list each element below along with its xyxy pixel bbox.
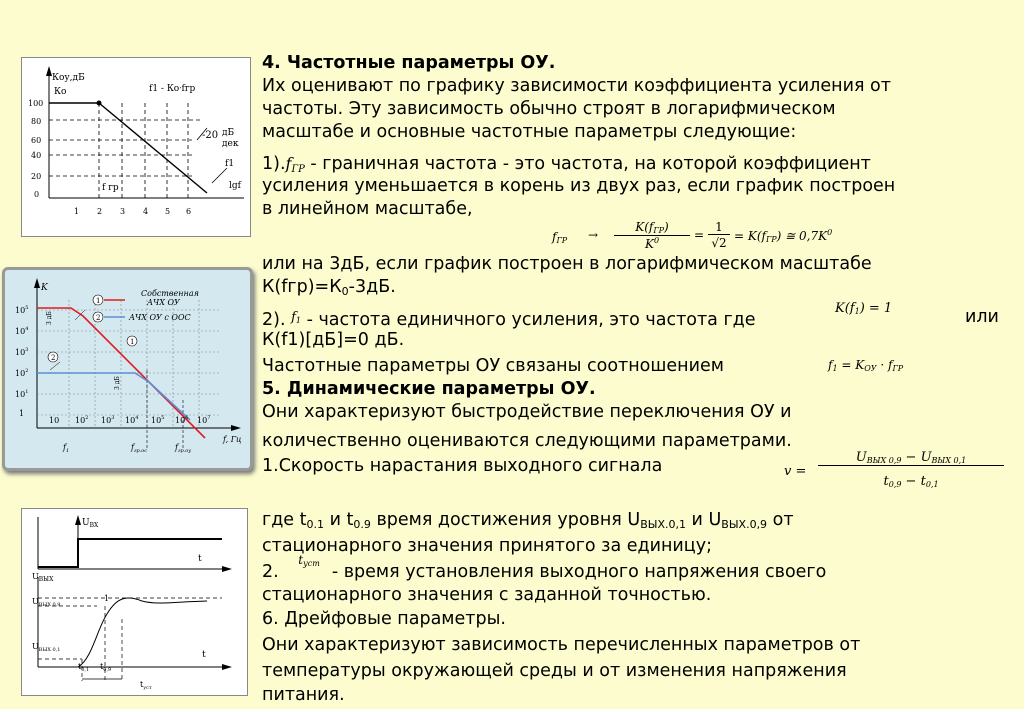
fig2-ytick: $10^5$ xyxy=(15,305,29,315)
fig2-ytick: 1 xyxy=(19,409,25,418)
fig1-slope-dek: дек xyxy=(222,139,239,149)
legend-num-2: 2 xyxy=(96,314,101,322)
text-line: стационарного значения с заданной точностью. xyxy=(262,585,712,605)
formula-frac2-den: √2 xyxy=(711,236,727,250)
fig1-ytick: 0 xyxy=(34,190,40,199)
fgr-symbol: fГР xyxy=(285,154,305,175)
t-label-2: t xyxy=(202,650,206,660)
fig1-slope-num: -20 xyxy=(202,130,219,141)
fig1-ytick: 60 xyxy=(31,136,42,145)
text-line-where: где $t_{0.1}$ и $t_{0.9}$ время достижения уровня $U_{ВЫХ.0,1}$ и $U_{ВЫХ.0,9}$ от xyxy=(262,510,794,531)
text-line: температуры окружающей среды и от изменения напряжения xyxy=(262,661,847,681)
fig1-yticks xyxy=(28,99,43,199)
fig2-ytick: $10^4$ xyxy=(15,326,29,336)
fig2-ytick: $10^3$ xyxy=(15,347,29,357)
f1-symbol: f1 xyxy=(291,310,302,325)
section5-title: 5. Динамические параметры ОУ. xyxy=(262,379,596,399)
fig1-lgf: lgf xyxy=(229,181,241,191)
fig2-xtick: $10^6$ xyxy=(175,415,189,425)
fig2-ytick: $10^1$ xyxy=(15,389,29,399)
bode-plot-svg xyxy=(5,270,250,468)
fig2-k-label: K xyxy=(41,283,48,293)
fig1-xtick: 6 xyxy=(186,207,192,216)
fig2-faxis: f, Гц xyxy=(223,435,242,444)
text-line: Они характеризуют зависимость перечисленных параметров от xyxy=(262,635,861,655)
bode-plot-figure xyxy=(2,267,253,471)
text-line: 6. Дрейфовые параметры. xyxy=(262,609,506,629)
section4-title: 4. Частотные параметры ОУ. xyxy=(262,53,556,73)
tust-symbol: tуст xyxy=(298,553,320,568)
text-line: количественно оцениваются следующими параметрами. xyxy=(262,431,792,451)
text-line-k0: $К(fгр)=К_0-3дБ$. xyxy=(262,277,396,298)
curve-num-1: 1 xyxy=(130,338,135,346)
fig1-xtick: 5 xyxy=(165,207,171,216)
text-line: Частотные параметры ОУ связаны соотношением xyxy=(262,356,724,376)
fig1-f1: f1 xyxy=(225,159,235,169)
legend-label-1b: АЧХ ОУ xyxy=(147,298,180,307)
db-label-2: 3 дБ xyxy=(114,376,121,390)
uvyx-label: $U_{ВЫХ}$ xyxy=(32,572,54,583)
step-response-svg xyxy=(22,509,247,695)
formula-frac1-num: K(fГР) xyxy=(614,220,690,236)
fgr-text: - граничная частота - это частота, на которой коэффициент xyxy=(304,154,871,174)
slew-lhs: v = xyxy=(784,464,807,479)
fig2-yticks xyxy=(15,305,28,418)
fig1-fgr: f гр xyxy=(102,183,119,193)
formula-frac1-den: $K^0$ xyxy=(644,236,660,251)
legend-label-2: АЧХ ОУ с ООС xyxy=(129,313,191,322)
item-number: 1). xyxy=(262,154,286,174)
fig2-ytick: $10^2$ xyxy=(15,368,29,378)
fig1-k0: Ко xyxy=(54,87,67,97)
db-label-1: 3 дБ xyxy=(46,311,53,325)
fig1-xtick: 4 xyxy=(143,207,149,216)
text-or: или xyxy=(965,307,999,327)
t01-label: $t_{0,1}$ xyxy=(78,662,90,673)
slew-rate-formula xyxy=(784,450,1009,496)
fig1-xtick: 2 xyxy=(97,207,103,216)
text-line: частоты. Эту зависимость обычно строят в логарифмическом xyxy=(262,99,836,119)
text-line: Их оценивают по графику зависимости коэффициента усиления от xyxy=(262,76,891,96)
fig2-fgr-ooc: $f_{гр.ос}$ xyxy=(131,443,148,454)
fig1-xticks xyxy=(74,207,191,216)
uvx-label: $U_{ВХ}$ xyxy=(82,518,99,529)
fig2-fgr: $f_{гр.оу}$ xyxy=(175,443,192,454)
fig2-xticks xyxy=(49,415,210,425)
formula-frac2-num: 1 xyxy=(708,220,730,235)
t09-label: $t_{0,9}$ xyxy=(100,662,112,673)
relation-formula: f1 = KОУ · fГР xyxy=(828,358,904,373)
fig2-xtick: $10^4$ xyxy=(125,415,139,425)
text-line-f1: 2). $^{f1}$ - частота единичного усиления, это частота где xyxy=(262,310,756,330)
text-line: усиления уменьшается в корень из двух раз, если график построен xyxy=(262,176,896,196)
curve-num-2: 2 xyxy=(51,354,56,362)
fig1-ytick: 20 xyxy=(31,172,42,181)
fig2-xtick: $10^7$ xyxy=(197,415,211,425)
t-label-1: t xyxy=(198,554,202,564)
formula-rhs: = K(fГР) ≅ $0,7K^0$ xyxy=(734,228,833,244)
text-line: стационарного значения принятого за единицу; xyxy=(262,536,712,556)
fig2-xtick: $10^2$ xyxy=(75,415,89,425)
u09-label: $U_{ВЫХ 0,9}$ xyxy=(32,597,61,608)
legend-label-1: Собственная xyxy=(141,289,199,298)
fig2-xtick: $10^5$ xyxy=(151,415,165,425)
fig2-xtick: 10 xyxy=(49,416,60,425)
text-line: 1.Скорость нарастания выходного сигнала xyxy=(262,456,663,476)
step-response-figure xyxy=(21,508,248,696)
fig1-top-label: f1 - Коᐧfгр xyxy=(149,84,196,94)
fig1-slope-db: дБ xyxy=(222,128,235,138)
text-line-tust: 2. tуст - время установления выходного напряжения своего xyxy=(262,553,827,582)
text-line: в линейном масштабе, xyxy=(262,199,473,219)
fig2-xtick: $10^3$ xyxy=(101,415,115,425)
text-line: Они характеризуют быстродействие переключения ОУ и xyxy=(262,402,792,422)
formula-lhs: fГР xyxy=(552,230,568,245)
text-line: питания. xyxy=(262,685,345,705)
fig2-f1: $f_1$ xyxy=(63,443,70,454)
formula-eq: = xyxy=(694,228,705,242)
kf1-formula: K(f1) = 1 xyxy=(835,301,893,316)
text-line: или на 3дБ, если график построен в логарифмическом масштабе xyxy=(262,254,872,274)
text-line: К(f1)[дБ]=0 дБ. xyxy=(262,330,405,350)
formula-arrow: → xyxy=(588,228,599,242)
tust-label: $t_{уст}$ xyxy=(140,680,152,691)
fig1-ytick: 80 xyxy=(31,117,42,126)
u01-label: $U_{ВЫХ 0,1}$ xyxy=(32,642,61,653)
slew-den: t0,9 − t0,1 xyxy=(883,474,939,489)
slew-num: UВЫХ 0,9 − UВЫХ 0,1 xyxy=(818,450,1004,466)
fig1-ytick: 40 xyxy=(31,151,42,160)
fig1-xtick: 1 xyxy=(74,207,80,216)
legend-num-1: 1 xyxy=(96,297,101,305)
fig1-ylabel: Коу,дБ xyxy=(52,73,85,83)
frequency-response-svg xyxy=(22,58,250,236)
fig1-xtick: 3 xyxy=(120,207,126,216)
text-line: масштабе и основные частотные параметры следующие: xyxy=(262,122,797,142)
one-label: 1 xyxy=(104,594,110,603)
fig1-ytick: 100 xyxy=(28,99,44,108)
frequency-response-graph xyxy=(21,57,251,237)
